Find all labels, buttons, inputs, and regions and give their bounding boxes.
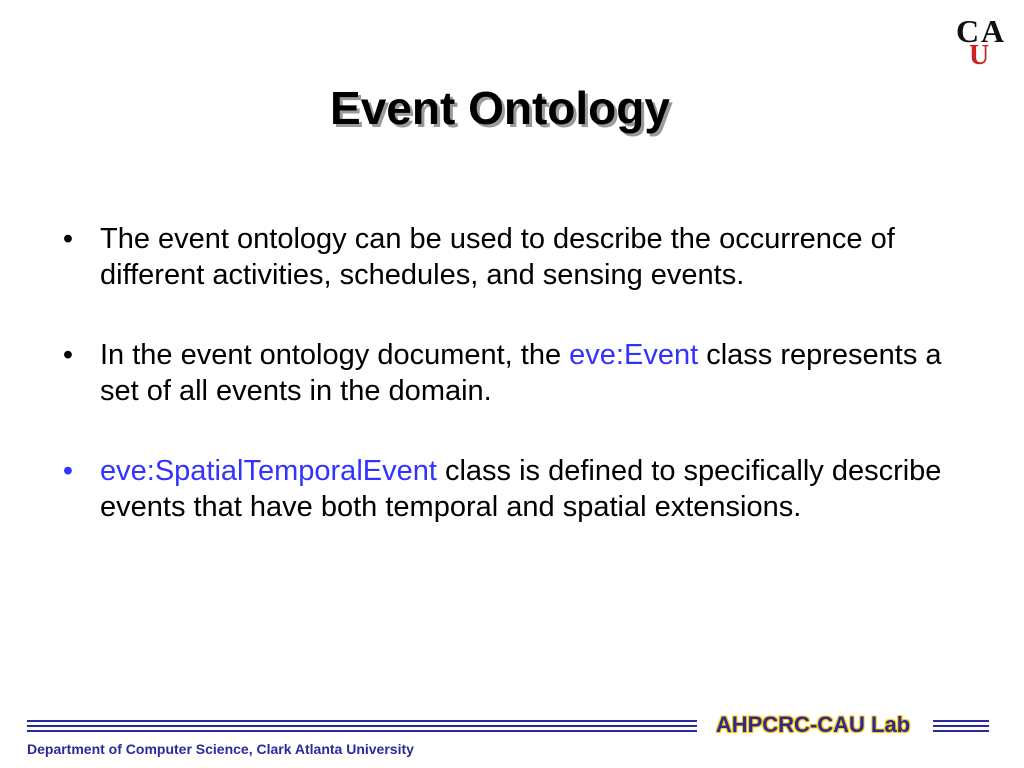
logo-letter-c: C (956, 13, 980, 49)
bullet-text: In the event ontology document, the (100, 339, 570, 371)
footer-rule-right-bottom (933, 730, 989, 732)
bullet-marker: • (62, 455, 74, 487)
cau-logo-icon (954, 12, 1010, 68)
bullet-text: class is defined to specifically describe events that have both temporal and spatial extensions. (100, 455, 942, 523)
footer-rule-right-mid (933, 725, 989, 727)
bullet-item (58, 453, 978, 525)
bullet-text: The event ontology can be used to describe the occurrence of different activities, schedules, and sensing events. (100, 223, 895, 291)
footer-rule-right-top (933, 720, 989, 722)
bullet-list (58, 221, 978, 569)
footer-department: Department of Computer Science, Clark Atlanta University (27, 741, 414, 757)
bullet-text: class represents a set of all events in the domain. (100, 339, 942, 407)
footer-lab-name: AHPCRC-CAU Lab (715, 712, 911, 737)
term-eve-event: eve:Event (569, 339, 699, 371)
bullet-item (58, 337, 978, 409)
bullet-item (58, 221, 978, 293)
logo-letter-a: A (981, 13, 1005, 49)
bullet-marker: • (62, 339, 74, 371)
footer-rule-left-mid (27, 725, 697, 727)
logo-letter-u: U (969, 40, 990, 68)
footer-rule-left-top (27, 720, 697, 722)
slide-title: Event Ontology (330, 82, 670, 134)
term-eve-spatialtemporalevent: eve:SpatialTemporalEvent (100, 455, 437, 487)
footer-rule-left-bottom (27, 730, 697, 732)
bullet-marker: • (62, 223, 74, 255)
